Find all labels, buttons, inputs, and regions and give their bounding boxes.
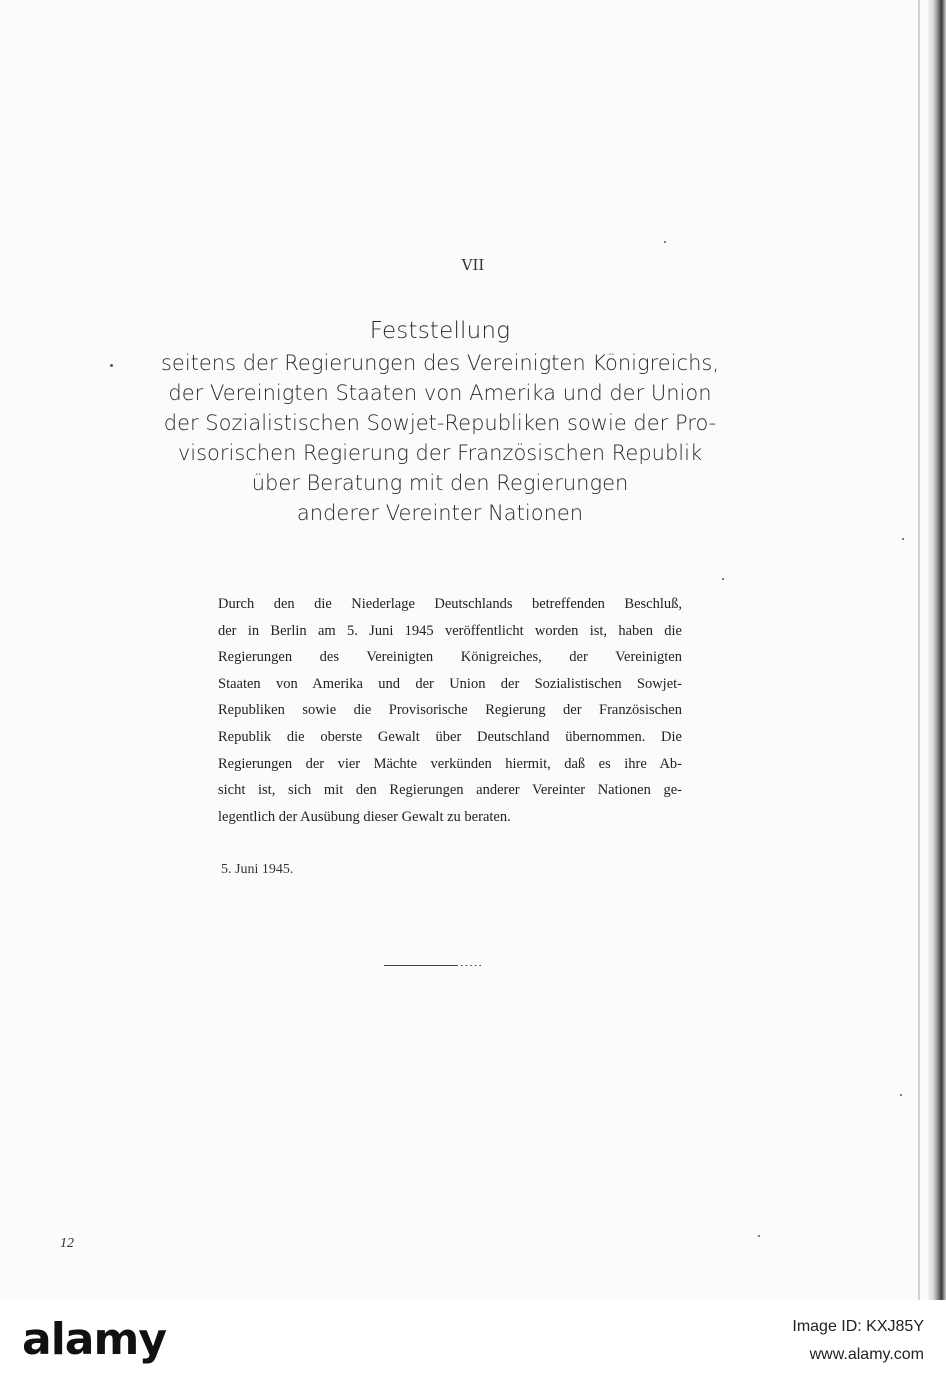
paper-speck — [664, 241, 666, 243]
subtitle-line: visorischen Regierung der Französischen Republik — [177, 441, 703, 465]
body-line: der in Berlin am 5. Juni 1945 veröffentlicht worden ist, haben die — [218, 622, 682, 639]
body-line: Republik die oberste Gewalt über Deutschland übernommen. Die — [218, 728, 682, 745]
body-line: legentlich der Ausübung dieser Gewalt zu beraten. — [218, 808, 511, 825]
title-block — [150, 314, 730, 528]
body-line: Durch den die Niederlage Deutschlands betreffenden Beschluß, — [218, 596, 682, 612]
subtitle-line: seitens der Regierungen des Vereinigten Königreichs, — [160, 351, 720, 375]
body-line: Staaten von Amerika und der Union der Sozialistischen Sowjet- — [218, 675, 682, 692]
paper-speck — [902, 538, 904, 540]
section-number: VII — [461, 256, 485, 274]
watermark-image-id: Image ID: KXJ85Y — [792, 1318, 924, 1335]
subtitle-line: über Beratung mit den Regierungen — [251, 471, 629, 495]
document-date: 5. Juni 1945. — [221, 862, 294, 877]
body-line: sicht ist, sich mit den Regierungen anderer Vereinter Nationen ge- — [218, 782, 682, 799]
watermark-url: www.alamy.com — [809, 1346, 924, 1363]
paper-speck — [758, 1235, 760, 1237]
paper-speck — [110, 364, 113, 367]
watermark-logo: alamy — [22, 1314, 166, 1365]
body-paragraph — [218, 591, 682, 830]
page-edge-shadow — [918, 0, 920, 1300]
body-line: Regierungen des Vereinigten Königreiches, der Vereinigten — [218, 649, 682, 666]
page-number: 12 — [60, 1236, 74, 1251]
body-line: Regierungen der vier Mächte verkünden hiermit, daß es ihre Ab- — [218, 755, 682, 772]
subtitle-line: der Vereinigten Staaten von Amerika und der Union — [168, 381, 712, 405]
paper-speck — [722, 578, 724, 580]
subtitle-line: anderer Vereinter Nationen — [296, 501, 584, 525]
document-title: Feststellung — [369, 318, 511, 344]
body-line: Republiken sowie die Provisorische Regierung der Französischen — [218, 702, 682, 719]
section-divider-dashes — [458, 965, 484, 966]
page-binding-edge — [928, 0, 946, 1300]
subtitle-line: der Sozialistischen Sowjet-Republiken sowie der Pro- — [163, 411, 717, 435]
paper-speck — [900, 1094, 902, 1096]
